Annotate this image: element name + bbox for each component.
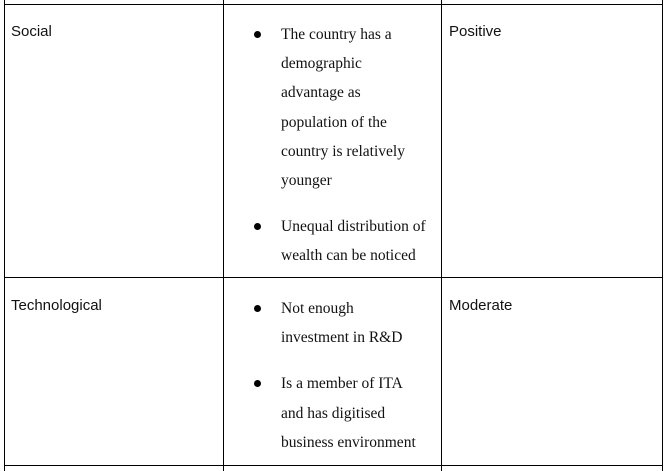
row-divider-bottom [4,465,663,466]
row-divider-top [4,4,663,5]
table-border-right [662,0,663,471]
point-line: advantage as [281,84,361,102]
point-line: business environment [281,433,416,451]
list-item [252,20,442,195]
column-divider-1 [223,0,224,471]
list-item [252,212,442,270]
list-item [252,369,442,457]
point-line: country is relatively [281,142,405,160]
social-points-list [252,20,442,271]
point-line: demographic [281,55,362,73]
bullet-icon [254,305,261,312]
table-border-left [4,0,5,471]
impact-social: Positive [449,23,502,40]
point-line: and has digitised [281,404,386,422]
point-line: Is a member of ITA [281,375,403,393]
point-line: Unequal distribution of [281,218,426,236]
bullet-icon [254,31,261,38]
factor-social: Social [11,23,52,40]
technological-points-list [252,294,442,457]
point-line: younger [281,172,332,190]
impact-technological: Moderate [449,297,513,314]
list-item [252,294,442,352]
point-line: investment in R&D [281,329,403,347]
row-divider-middle [4,277,663,278]
point-line: Not enough [281,300,354,317]
point-line: The country has a [281,26,392,43]
bullet-icon [254,380,261,387]
bullet-icon [254,223,261,230]
point-line: wealth can be noticed [281,247,416,265]
point-line: population of the [281,113,387,131]
factor-technological: Technological [11,297,102,314]
